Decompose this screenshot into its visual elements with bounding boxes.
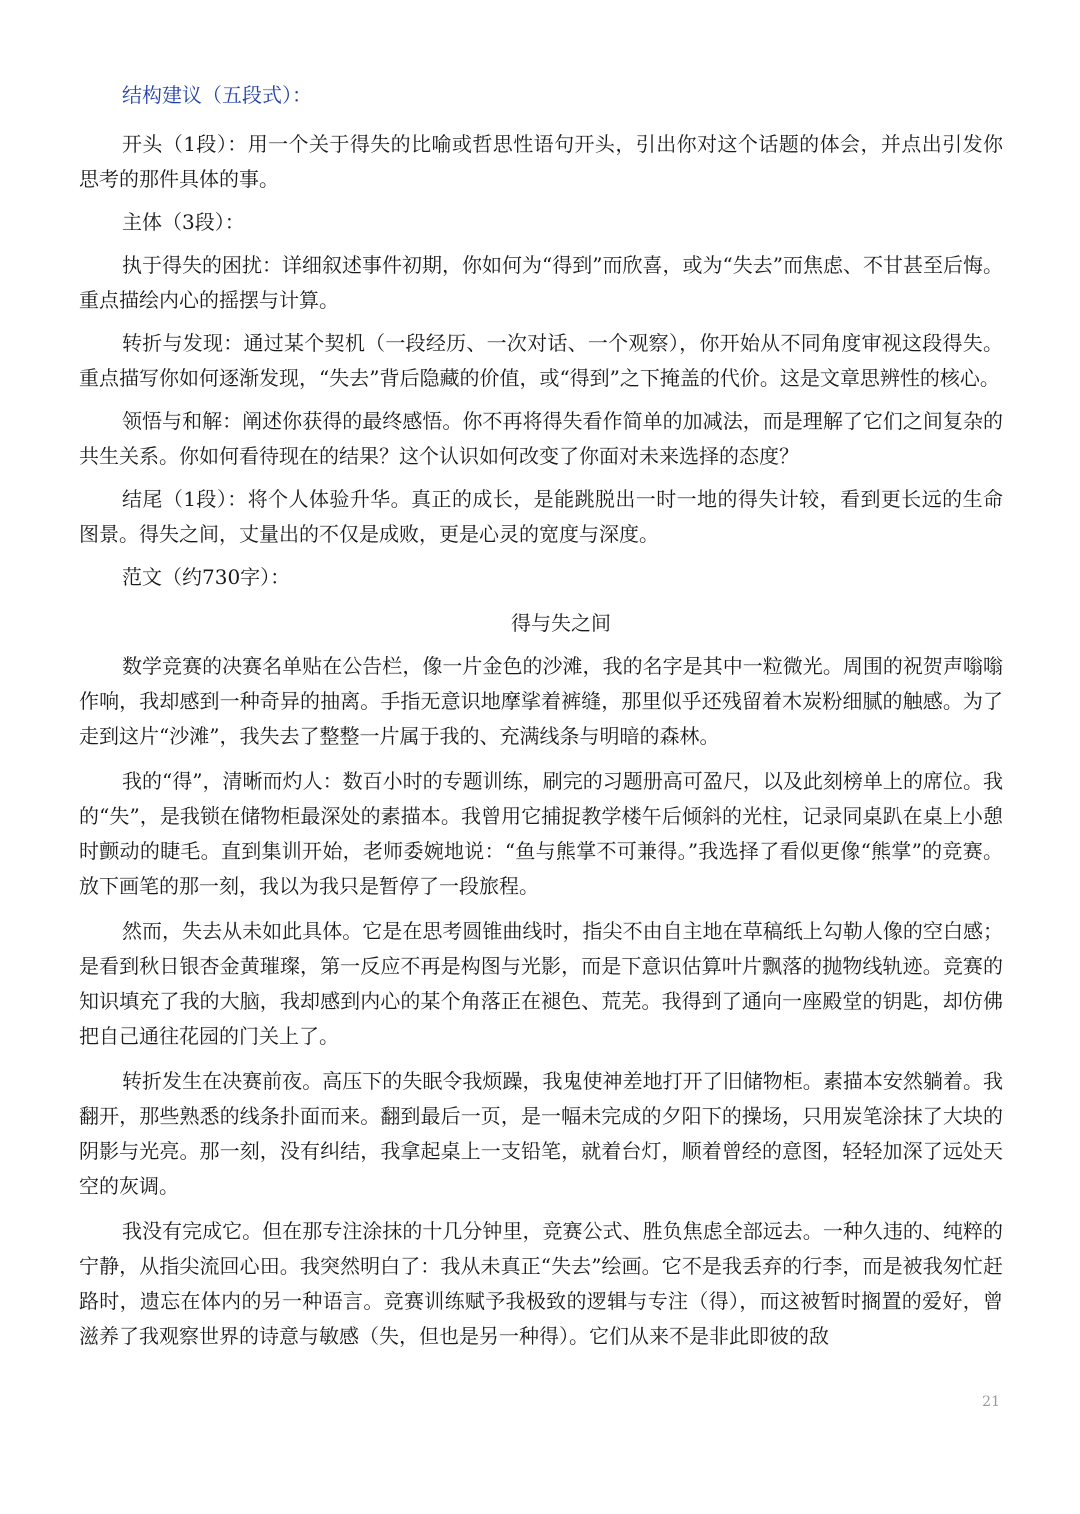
structure-body-point-1: 执于得失的困扰：详细叙述事件初期，你如何为“得到”而欣喜，或为“失去”而焦虑、不甘甚至后悔。重点描绘内心的摇摆与计算。 — [79, 253, 1003, 312]
sample-essay-label: 范文（约730字）： — [122, 565, 291, 589]
structure-ending: 结尾（1段）：将个人体验升华。真正的成长，是能跳脱出一时一地的得失计较，看到更长远的生命图景。得失之间，丈量出的不仅是成败，更是心灵的宽度与深度。 — [79, 487, 1003, 546]
essay-paragraph: 转折发生在决赛前夜。高压下的失眠令我烦躁，我鬼使神差地打开了旧储物柜。素描本安然躺着。我翻开，那些熟悉的线条扑面而来。翻到最后一页，是一幅未完成的夕阳下的操场，只用炭笔涂抹了大块的阴影与光亮。那一刻，没有纠结，我拿起桌上一支铅笔，就着台灯，顺着曾经的意图，轻轻加深了远处天空的灰调。 — [79, 1069, 1003, 1198]
document-page — [79, 78, 1003, 1364]
page-number: 21 — [982, 1394, 1000, 1410]
essay-paragraph: 数学竞赛的决赛名单贴在公告栏，像一片金色的沙滩，我的名字是其中一粒微光。周围的祝贺声嗡嗡作响，我却感到一种奇异的抽离。手指无意识地摩挲着裤缝，那里似乎还残留着木炭粉细腻的触感。为了走到这片“沙滩”，我失去了整整一片属于我的、充满线条与明暗的森林。 — [79, 654, 1003, 748]
essay-paragraph: 我没有完成它。但在那专注涂抹的十几分钟里，竞赛公式、胜负焦虑全部远去。一种久违的、纯粹的宁静，从指尖流回心田。我突然明白了：我从未真正“失去”绘画。它不是我丢弃的行李，而是被我匆忙赶路时，遗忘在体内的另一种语言。竞赛训练赋予我极致的逻辑与专注（得），而这被暂时搁置的爱好，曾滋养了我观察世界的诗意与敏感（失，但也是另一种得）。它们从来不是非此即彼的敌 — [79, 1219, 1003, 1348]
essay-paragraph: 我的“得”，清晰而灼人：数百小时的专题训练，刷完的习题册高可盈尺，以及此刻榜单上的席位。我的“失”，是我锁在储物柜最深处的素描本。我曾用它捕捉教学楼午后倾斜的光柱，记录同桌趴在桌上小憩时颤动的睫毛。直到集训开始，老师委婉地说：“鱼与熊掌不可兼得。”我选择了看似更像“熊掌”的竞赛。放下画笔的那一刻，我以为我只是暂停了一段旅程。 — [79, 769, 1003, 898]
structure-body-point-2: 转折与发现：通过某个契机（一段经历、一次对话、一个观察），你开始从不同角度审视这段得失。重点描写你如何逐渐发现，“失去”背后隐藏的价值，或“得到”之下掩盖的代价。这是文章思辨性的核心。 — [79, 331, 1003, 390]
essay-title: 得与失之间 — [511, 611, 611, 635]
structure-body-point-3: 领悟与和解：阐述你获得的最终感悟。你不再将得失看作简单的加减法，而是理解了它们之间复杂的共生关系。你如何看待现在的结果？这个认识如何改变了你面对未来选择的态度？ — [79, 409, 1003, 468]
essay-paragraph: 然而，失去从未如此具体。它是在思考圆锥曲线时，指尖不由自主地在草稿纸上勾勒人像的空白感；是看到秋日银杏金黄璀璨，第一反应不再是构图与光影，而是下意识估算叶片飘落的抛物线轨迹。竞赛的知识填充了我的大脑，我却感到内心的某个角落正在褪色、荒芜。我得到了通向一座殿堂的钥匙，却仿佛把自己通往花园的门关上了。 — [79, 919, 1003, 1048]
structure-opening: 开头（1段）：用一个关于得失的比喻或哲思性语句开头，引出你对这个话题的体会，并点出引发你思考的那件具体的事。 — [79, 132, 1003, 191]
section-heading: 结构建议（五段式）： — [122, 83, 312, 107]
structure-body-label: 主体（3段）： — [122, 210, 245, 234]
